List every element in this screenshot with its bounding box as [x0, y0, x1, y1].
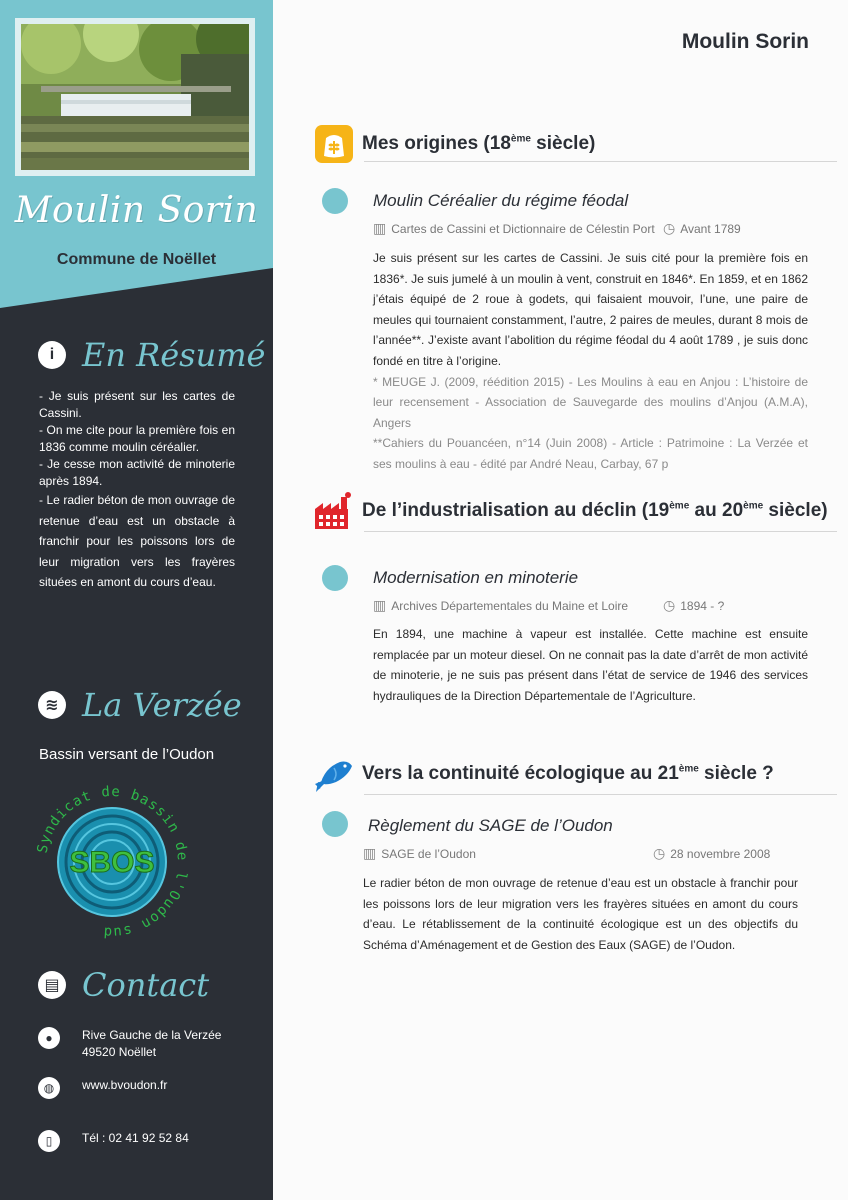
phone-icon: ▯: [38, 1130, 60, 1152]
summary-item: - Je suis présent sur les cartes de Cassini.: [39, 389, 235, 420]
timeline-dot: [322, 811, 348, 837]
location-pin-icon: ●: [38, 1027, 60, 1049]
entry-source: ▥ SAGE de l’Oudon: [363, 845, 476, 861]
timeline-dot: [322, 565, 348, 591]
section-divider: [364, 161, 837, 162]
entry-body: Le radier béton de mon ouvrage de retenue d’eau est un obstacle à franchir pour les poissons lors de leur migration vers les frayères situées en amont du cours d’eau. Le rétablissement de la continuité écologique est un des objectifs du Schéma d’Aménagement et de Gestion des Eaux (SAGE) de l’Oudon.: [363, 876, 798, 952]
river-heading-label: La Verzée: [82, 686, 242, 724]
section-industrialisation-title: De l’industrialisation au déclin (19ème au 20ème siècle): [362, 500, 828, 521]
section-divider: [364, 794, 837, 795]
clock-icon: ◷: [653, 845, 666, 861]
website-link[interactable]: www.bvoudon.fr: [82, 1078, 168, 1092]
river-heading: [38, 686, 242, 724]
book-icon: ▥: [363, 845, 377, 861]
entry-date: ◷ Avant 1789: [663, 220, 741, 236]
address-book-icon: ▤: [38, 971, 66, 999]
mill-photo: [21, 24, 249, 170]
entry-date: ◷ 1894 - ?: [663, 597, 725, 613]
entry-reference: * MEUGE J. (2009, réédition 2015) - Les Moulins à eau en Anjou : L’histoire de leur recensement - Association de Sauvegarde des moulins d’Anjou (A.M.A), Angers: [373, 374, 808, 430]
entry-title: Règlement du SAGE de l’Oudon: [368, 816, 613, 835]
timeline-dot: [322, 188, 348, 214]
waves-icon: ≋: [38, 691, 66, 719]
contact-website[interactable]: [38, 1077, 167, 1099]
entry-source: ▥ Archives Départementales du Maine et Loire: [373, 597, 629, 613]
section-origins-title: Mes origines (18ème siècle): [362, 133, 596, 154]
info-icon: i: [38, 341, 66, 369]
summary-list: [39, 388, 235, 593]
entry-title: Moulin Céréalier du régime féodal: [373, 191, 629, 210]
section-ecology-title: Vers la continuité écologique au 21ème siècle ?: [362, 763, 774, 784]
wheat-bag-icon: [314, 124, 354, 164]
summary-item: - Le radier béton de mon ouvrage de retenue d’eau est un obstacle à franchir pour les poissons lors de leur migration vers les frayères situées en amont du cours d’eau.: [39, 493, 235, 589]
sbos-logo-label: SBOS: [69, 846, 155, 879]
contact-heading: [38, 966, 209, 1004]
entry-date: ◷ 28 novembre 2008: [653, 845, 771, 861]
summary-heading: [38, 336, 265, 374]
contact-heading-label: Contact: [82, 966, 210, 1004]
sbos-logo: [34, 784, 190, 940]
contact-phone[interactable]: [38, 1130, 189, 1152]
page-title: Moulin Sorin: [681, 30, 809, 53]
sidebar: [0, 0, 273, 1200]
clock-icon: ◷: [663, 597, 676, 613]
section-divider: [364, 531, 837, 532]
basin-label: Bassin versant de l’Oudon: [39, 746, 215, 763]
book-icon: ▥: [373, 597, 387, 613]
fish-icon: [314, 754, 354, 794]
summary-item: - On me cite pour la première fois en 1836 comme moulin céréalier.: [39, 423, 235, 454]
address-line-2: 49520 Noëllet: [82, 1045, 157, 1059]
entry-body: En 1894, une machine à vapeur est installée. Cette machine est ensuite remplacée par un moteur diesel. On ne connait pas la date d’arrêt de mon activité de minoterie, je ne suis pas présent dans l’état de service de 1946 des services hydrauliques de la Direction Départementale de l’Agriculture.: [373, 627, 808, 703]
summary-heading-label: En Résumé: [82, 336, 266, 374]
book-icon: ▥: [373, 220, 387, 236]
commune-subtitle: Commune de Noëllet: [56, 251, 217, 268]
mill-photo-frame: [15, 18, 255, 176]
section-origins-heading: [314, 124, 595, 164]
entry-source: ▥ Cartes de Cassini et Dictionnaire de Célestin Port: [373, 220, 655, 236]
mill-name-script-title: Moulin Sorin: [14, 190, 259, 231]
section-industrialisation-heading: [314, 491, 828, 531]
entry-reference: **Cahiers du Pouancéen, n°14 (Juin 2008) - Article : Patrimoine : La Verzée et ses moulins à eau - édité par André Neau, Carbay, 67 p: [373, 436, 808, 471]
phone-number[interactable]: Tél : 02 41 92 52 84: [82, 1131, 189, 1145]
factory-icon: [314, 491, 354, 531]
contact-address: [38, 1027, 221, 1061]
address-line-1: Rive Gauche de la Verzée: [82, 1028, 222, 1042]
clock-icon: ◷: [663, 220, 676, 236]
globe-icon: ◍: [38, 1077, 60, 1099]
sbos-ring-text: Syndicat de bassin de l'Oudon sud: [34, 784, 190, 940]
entry-body: Je suis présent sur les cartes de Cassini. Je suis cité pour la première fois en 1836*. Je suis jumelé à un moulin à vent, construit en 1846*. En 1859, et en 1862 j’étais équipé de 2 roue à godets, qui faisaient mouvoir, l’une, une paire de meules qui tournaient constamment, l’autre, 2 paires de meules, durant 8 mois de l’année**. J’existe avant l’abolition du régime féodal du 4 août 1789 , je suis donc fondé en titre à l’origine. * MEUGE J. (2009, réédition 2015) - Les Moulins à eau en Anjou : L’histoire de leur recensement - Association de Sauvegarde des moulins d’Anjou (A.M.A), Angers **Cahiers du Pouancéen, n°14 (Juin 2008) - Article : Patrimoine : La Verzée et ses moulins à eau - édité par André Neau, Carbay, 67 p: [373, 248, 808, 475]
summary-item: - Je cesse mon activité de minoterie après 1894.: [39, 457, 235, 488]
section-ecology-heading: [314, 754, 774, 794]
entry-title: Modernisation en minoterie: [373, 568, 579, 587]
